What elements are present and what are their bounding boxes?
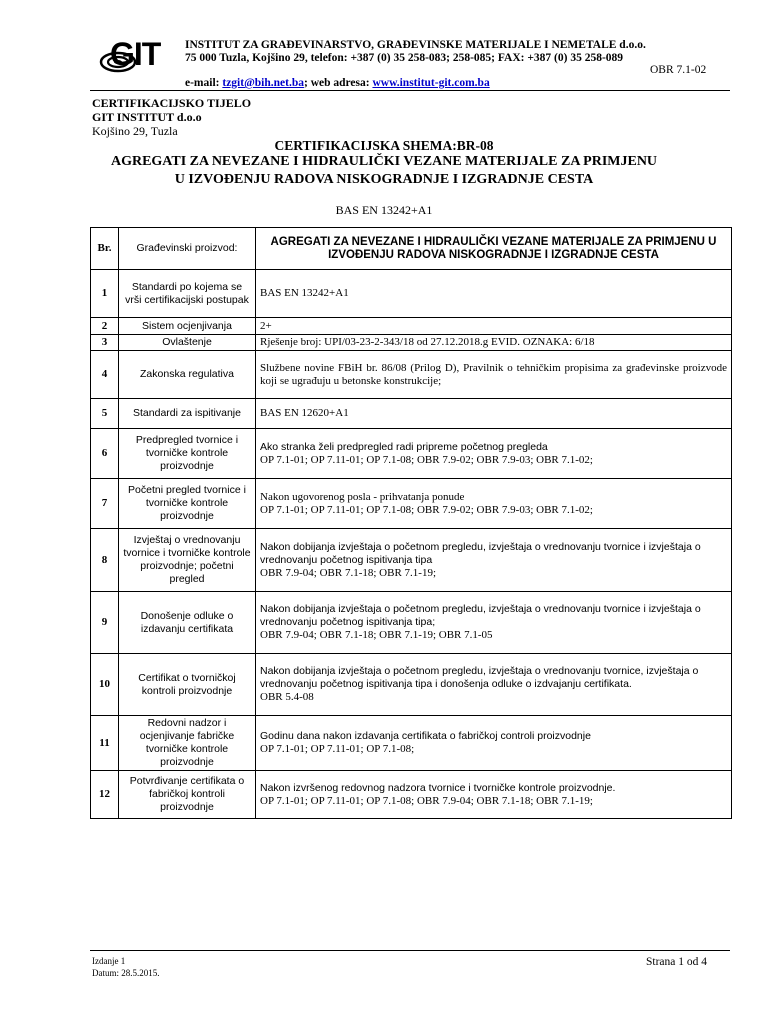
row-no: 11: [91, 716, 119, 771]
row-value: [256, 479, 732, 529]
table-row: [91, 351, 732, 399]
row-value: [256, 270, 732, 318]
table-row: [91, 429, 732, 479]
row-value: [256, 529, 732, 592]
row-line: Nakon ugovorenog posla - prihvatanja ponude: [260, 490, 465, 503]
row-no: 6: [91, 429, 119, 479]
scheme-table: [90, 227, 732, 819]
row-line: BAS EN 13242+A1: [260, 287, 349, 299]
scheme-title: CERTIFIKACIJSKA SHEMA:BR-08: [274, 138, 494, 153]
row-line: BAS EN 12620+A1: [260, 407, 349, 419]
table-row: [91, 771, 732, 819]
form-code: OBR 7.1-02: [650, 64, 707, 76]
row-line: Nakon dobijanja izvještaja o početnom pregledu, izvještaja o vrednovanju tvornice i izvještaja o vrednovanju početnog ispitivanja tipa: [260, 540, 701, 566]
email-link[interactable]: tzgit@bih.net.ba: [222, 77, 304, 89]
row-name: Izvještaj o vrednovanju tvornice i tvorničke kontrole proizvodnje; početni pregled: [119, 529, 256, 592]
row-no: 12: [91, 771, 119, 819]
cert-body-org: GIT INSTITUT d.o.o: [92, 110, 202, 124]
row-value: [256, 654, 732, 716]
footer-date: Datum: 28.5.2015.: [92, 968, 160, 978]
scheme-subtitle-2: U IZVOĐENJU RADOVA NISKOGRADNJE I IZGRADNJE CESTA: [174, 172, 594, 187]
row-no: 10: [91, 654, 119, 716]
row-line: OBR 5.4-08: [260, 691, 314, 703]
web-link[interactable]: www.institut-git.com.ba: [372, 77, 490, 89]
cert-body-title: CERTIFIKACIJSKO TIJELO: [92, 96, 252, 110]
row-name: Početni pregled tvornice i tvorničke kontrole proizvodnje: [119, 479, 256, 529]
row-name: Predpregled tvornice i tvorničke kontrole proizvodnje: [119, 429, 256, 479]
table-row: [91, 318, 732, 335]
row-value: [256, 318, 732, 335]
row-name: Sistem ocjenjivanja: [119, 318, 256, 335]
table-header-row: [91, 228, 732, 270]
row-value: [256, 716, 732, 771]
header-divider: [90, 90, 730, 91]
row-line: OBR 7.9-04; OBR 7.1-18; OBR 7.1-19;: [260, 566, 437, 579]
row-value: [256, 592, 732, 654]
table-row: [91, 592, 732, 654]
table-row: [91, 335, 732, 351]
row-no: 8: [91, 529, 119, 592]
row-line: 2+: [260, 319, 272, 332]
row-line: OP 7.1-01; OP 7.11-01; OP 7.1-08; OBR 7.9-02; OBR 7.9-03; OBR 7.1-02;: [260, 453, 593, 466]
footer-divider: [90, 950, 730, 951]
row-no: 4: [91, 351, 119, 399]
header-no: Br.: [91, 228, 119, 270]
row-line: OP 7.1-01; OP 7.11-01; OP 7.1-08;: [260, 743, 415, 755]
row-no: 2: [91, 318, 119, 335]
table-row: [91, 270, 732, 318]
row-line: Službene novine FBiH br. 86/08 (Prilog D), Pravilnik o tehničkim propisima za građevinske proizvode koji se ugrađuju u betonske konstrukcije;: [260, 361, 727, 387]
logo-text: GIT: [110, 36, 161, 72]
table-row: [91, 654, 732, 716]
institute-address: 75 000 Tuzla, Kojšino 29, telefon: +387 (0) 35 258-083; 258-085; FAX: +387 (0) 35 258-089: [185, 52, 624, 64]
scheme-subtitle-1: AGREGATI ZA NEVEZANE I HIDRAULIČKI VEZANE MATERIJALE ZA PRIMJENU: [110, 154, 658, 169]
page-number: Strana 1 od 4: [646, 956, 708, 968]
footer-edition: Izdanje 1: [92, 956, 126, 966]
row-line: Godinu dana nakon izdavanja certifikata o fabričkoj controli proizvodnje: [260, 730, 591, 742]
email-label: e-mail:: [185, 77, 223, 89]
table-row: [91, 716, 732, 771]
table-row: [91, 529, 732, 592]
institute-name: INSTITUT ZA GRAĐEVINARSTVO, GRAĐEVINSKE MATERIJALE I NEMETALE d.o.o.: [185, 39, 646, 51]
row-name: Ovlaštenje: [119, 335, 256, 351]
contact-line: [185, 77, 490, 89]
row-name: Standardi po kojema se vrši certifikacijski postupak: [119, 270, 256, 318]
row-name: Certifikat o tvorničkoj kontroli proizvodnje: [119, 654, 256, 716]
row-value: [256, 771, 732, 819]
row-line: OP 7.1-01; OP 7.11-01; OP 7.1-08; OBR 7.9-02; OBR 7.9-03; OBR 7.1-02;: [260, 503, 593, 516]
row-name: Redovni nadzor i ocjenjivanje fabričke tvorničke kontrole proizvodnje: [119, 716, 256, 771]
row-no: 1: [91, 270, 119, 318]
row-line: Ako stranka želi predpregled radi pripreme početnog pregleda: [260, 440, 548, 453]
row-name: Donošenje odluke o izdavanju certifikata: [119, 592, 256, 654]
row-no: 7: [91, 479, 119, 529]
row-line: OP 7.1-01; OP 7.11-01; OP 7.1-08; OBR 7.9-04; OBR 7.1-18; OBR 7.1-19;: [260, 794, 593, 807]
cert-body-address: Kojšino 29, Tuzla: [92, 124, 178, 138]
row-value: [256, 429, 732, 479]
row-value: [256, 351, 732, 399]
table-row: [91, 479, 732, 529]
row-value: [256, 399, 732, 429]
header-value: AGREGATI ZA NEVEZANE I HIDRAULIČKI VEZANE MATERIJALE ZA PRIMJENU U IZVOĐENJU RADOVA NISKOGRADNJE I IZGRADNJE CESTA: [256, 228, 732, 270]
row-line: Nakon izvršenog redovnog nadzora tvornice i tvorničke kontrole proizvodnje.: [260, 781, 616, 794]
row-name: Standardi za ispitivanje: [119, 399, 256, 429]
row-no: 5: [91, 399, 119, 429]
row-no: 3: [91, 335, 119, 351]
row-line: Nakon dobijanja izvještaja o početnom pregledu, izvještaja o vrednovanju tvornice, izvještaja o vrednovanju početnog ispitivanja tipa i donošenja odluke o izdvajanju certifikata.: [260, 665, 699, 690]
row-line: OBR 7.9-04; OBR 7.1-18; OBR 7.1-19; OBR 7.1-05: [260, 629, 493, 641]
web-label: ; web adresa:: [303, 77, 373, 89]
row-value: [256, 335, 732, 351]
row-line: Rješenje broj: UPI/03-23-2-343/18 od 27.12.2018.g EVID. OZNAKA: 6/18: [260, 336, 595, 348]
row-name: Zakonska regulativa: [119, 351, 256, 399]
row-name: Potvrđivanje certifikata o fabričkoj kontroli proizvodnje: [119, 771, 256, 819]
scheme-standard: BAS EN 13242+A1: [335, 203, 433, 217]
row-no: 9: [91, 592, 119, 654]
row-line: Nakon dobijanja izvještaja o početnom pregledu, izvještaja o vrednovanju tvornice i izvještaja o vrednovanju početnog ispitivanja tipa;: [260, 603, 701, 628]
table-row: [91, 399, 732, 429]
header-name: Građevinski proizvod:: [119, 228, 256, 270]
